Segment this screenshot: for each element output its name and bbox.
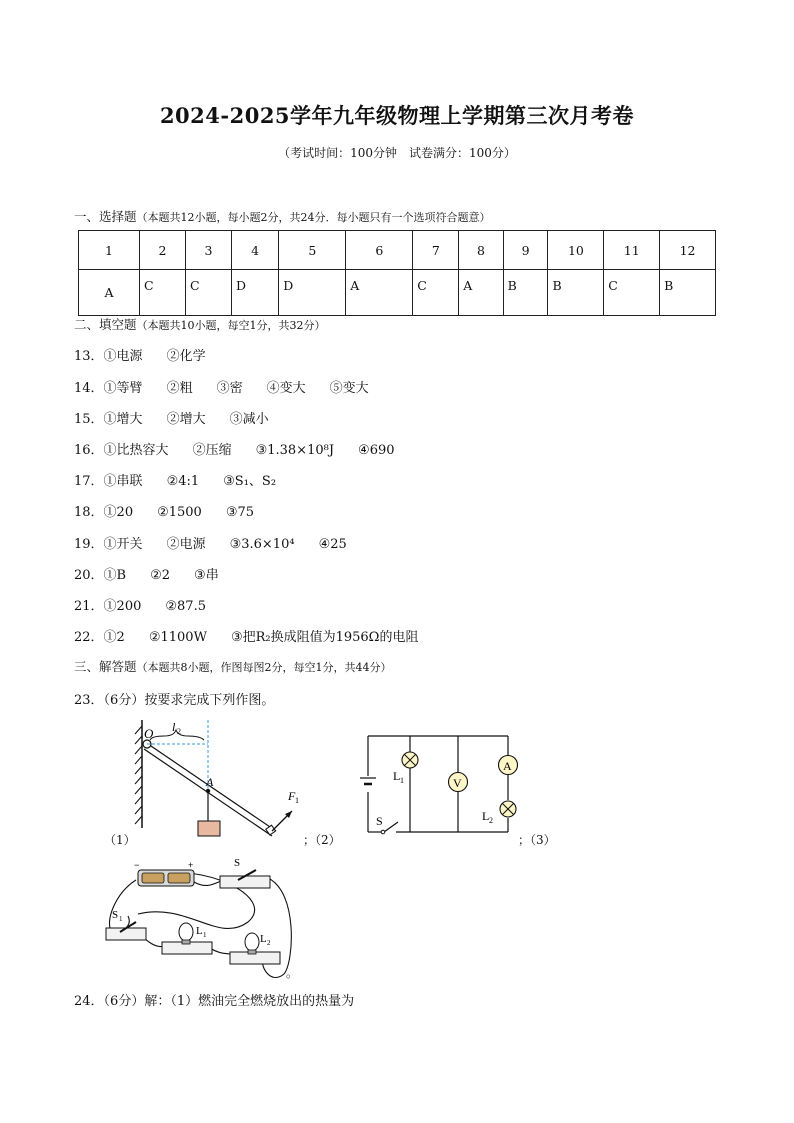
lamp-2-label-subscript: 2 <box>489 816 493 825</box>
section-1-title: 一、选择题 <box>74 209 137 224</box>
blank-answer: ②2 <box>150 568 171 583</box>
force-label-subscript: 1 <box>295 796 299 805</box>
question-number: 6 <box>346 231 413 270</box>
blank-answer: ④690 <box>358 443 395 458</box>
blank-answer: ①电源 <box>103 349 143 364</box>
answer-line-21 <box>74 595 206 614</box>
switch-s1-label: S <box>112 909 119 921</box>
blank-answer: ②1500 <box>157 505 202 520</box>
pivot-label: O <box>144 726 154 741</box>
bulb-l1-label: L <box>196 925 203 937</box>
question-number: 8 <box>459 231 503 270</box>
voltmeter-label: V <box>453 776 462 790</box>
item-number: 20． <box>74 568 104 583</box>
arm-label-subscript: 2 <box>177 727 181 736</box>
bulb-l2-subscript: 2 <box>267 939 271 947</box>
blank-answer: ④变大 <box>266 381 306 396</box>
question-23: 23．（6分）按要求完成下列作图。 <box>74 693 275 708</box>
switch-s-label: S <box>234 857 241 869</box>
answer-cell: C <box>185 270 231 316</box>
question-number: 2 <box>140 231 186 270</box>
section-3-heading <box>74 657 392 675</box>
item-number: 18． <box>74 505 104 520</box>
answer-cell: D <box>231 270 278 316</box>
blank-answer: ②增大 <box>166 412 206 427</box>
answer-line-16 <box>74 439 395 458</box>
blank-answer: ①200 <box>103 599 142 614</box>
blank-answer: ②电源 <box>166 537 206 552</box>
arm-label: l <box>172 720 176 734</box>
blank-answer: ③1.38×10⁸J <box>255 443 335 458</box>
point-label: A <box>206 775 214 789</box>
blank-answer: ①B <box>103 568 127 583</box>
question-number: 7 <box>413 231 459 270</box>
blank-answer: ③减小 <box>229 412 269 427</box>
page-title: 2024-2025学年九年级物理上学期第三次月考卷 <box>159 103 635 128</box>
answer-cell: B <box>548 270 604 316</box>
blank-answer: ⑤变大 <box>329 381 369 396</box>
blank-answer: ①等臂 <box>103 381 143 396</box>
svg-text:+: + <box>188 860 194 870</box>
question-number: 3 <box>185 231 231 270</box>
item-number: 14． <box>74 381 104 396</box>
answer-line-20 <box>74 564 219 583</box>
blank-answer: ②压缩 <box>192 443 232 458</box>
section-2-note: （本题共10小题，每空1分，共32分） <box>136 319 326 332</box>
blank-answer: ③把R₂换成阻值为1956Ω的电阻 <box>230 630 419 645</box>
figure-end-mark: 。 <box>286 966 299 980</box>
answer-cell: A <box>346 270 413 316</box>
force-label: F <box>288 789 296 803</box>
answer-cell: C <box>140 270 186 316</box>
item-number: 16． <box>74 443 104 458</box>
answer-line-13 <box>74 345 206 364</box>
ammeter-label: A <box>503 759 512 773</box>
blank-answer: ③串 <box>194 568 219 583</box>
circuit-diagram <box>348 728 523 838</box>
figure-3-label: ；（3） <box>518 833 556 847</box>
blank-answer: ②1100W <box>148 630 207 645</box>
answer-table-answer-row <box>79 270 716 316</box>
blank-answer: ②4:1 <box>166 474 200 489</box>
blank-answer: ③75 <box>225 505 255 520</box>
item-number: 17． <box>74 474 104 489</box>
answer-table-header-row <box>79 231 716 270</box>
blank-answer: ③3.6×10⁴ <box>229 537 295 552</box>
figure-2-label: ；（2） <box>303 833 341 847</box>
blank-answer: ③S₁、S₂ <box>223 474 277 489</box>
answer-cell: C <box>413 270 459 316</box>
switch-label: S <box>376 814 383 828</box>
section-2-heading <box>74 315 326 333</box>
figure-1-label: （1） <box>104 833 136 847</box>
question-number: 9 <box>503 231 548 270</box>
switch-s1-subscript: 1 <box>119 915 123 923</box>
question-number: 1 <box>79 231 140 270</box>
lamp-2-label: L <box>482 809 490 823</box>
section-2-title: 二、填空题 <box>74 317 137 332</box>
question-24: 24．（6分）解：（1）燃油完全燃烧放出的热量为 <box>74 994 355 1009</box>
answer-cell: D <box>279 270 346 316</box>
blank-answer: ①开关 <box>103 537 143 552</box>
answer-cell: B <box>503 270 548 316</box>
lamp-1-label-subscript: 1 <box>400 776 404 785</box>
question-number: 5 <box>279 231 346 270</box>
question-number: 4 <box>231 231 278 270</box>
wiring-diagram <box>98 852 298 980</box>
section-1-heading <box>74 207 491 225</box>
bulb-l1-subscript: 1 <box>203 931 207 939</box>
answer-cell: B <box>660 270 716 316</box>
blank-answer: ①比热容大 <box>103 443 169 458</box>
blank-answer: ③密 <box>216 381 243 396</box>
question-number: 12 <box>660 231 716 270</box>
section-3-note: （本题共8小题，作图每图2分，每空1分，共44分） <box>136 661 392 674</box>
answer-line-19 <box>74 533 347 552</box>
blank-answer: ①串联 <box>103 474 143 489</box>
blank-answer: ④25 <box>318 537 347 552</box>
item-number: 15． <box>74 412 104 427</box>
question-number: 10 <box>548 231 604 270</box>
answer-line-17 <box>74 470 276 489</box>
answer-line-18 <box>74 501 254 520</box>
item-number: 22． <box>74 630 104 645</box>
svg-text:−: − <box>134 860 140 870</box>
blank-answer: ①2 <box>103 630 125 645</box>
lamp-1-label: L <box>393 769 401 783</box>
blank-answer: ②粗 <box>166 381 193 396</box>
answer-line-14 <box>74 377 369 396</box>
answer-cell: A <box>459 270 503 316</box>
blank-answer: ①增大 <box>103 412 143 427</box>
section-1-note: （本题共12小题，每小题2分，共24分．每小题只有一个选项符合题意） <box>136 211 491 224</box>
blank-answer: ②化学 <box>166 349 206 364</box>
item-number: 19． <box>74 537 104 552</box>
item-number: 21． <box>74 599 104 614</box>
blank-answer: ②87.5 <box>165 599 206 614</box>
answer-line-22 <box>74 626 418 645</box>
answer-cell: A <box>79 270 140 316</box>
answer-cell: C <box>604 270 660 316</box>
exam-info: （考试时间：100分钟 试卷满分：100分） <box>278 146 516 160</box>
answer-table <box>78 230 716 316</box>
answer-line-15 <box>74 408 269 427</box>
item-number: 13． <box>74 349 104 364</box>
bulb-l2-label: L <box>260 933 267 945</box>
lever-diagram <box>100 718 300 843</box>
question-number: 11 <box>604 231 660 270</box>
blank-answer: ①20 <box>103 505 134 520</box>
section-3-title: 三、解答题 <box>74 659 137 674</box>
